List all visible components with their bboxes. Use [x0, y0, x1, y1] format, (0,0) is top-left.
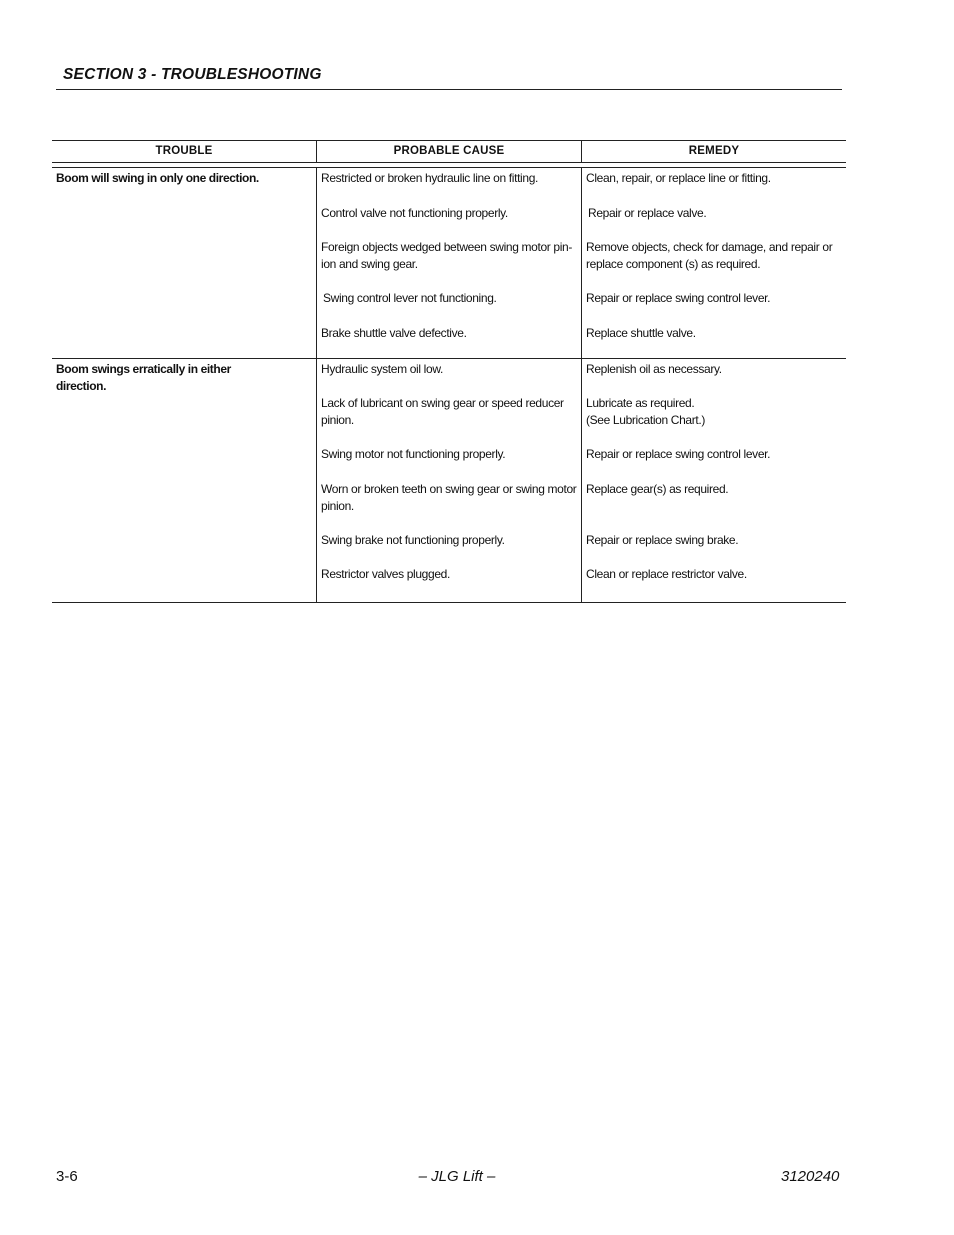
remedy: Remove objects, check for damage, and repair or replace component (s) as required.: [586, 240, 833, 271]
probable-cause: Swing brake not functioning properly.: [321, 533, 505, 547]
probable-cause: Brake shuttle valve defective.: [321, 326, 467, 340]
remedy: Clean, repair, or replace line or fitting.: [586, 171, 771, 185]
column-header-probable-cause: PROBABLE CAUSE: [316, 141, 581, 162]
table-row: [52, 359, 846, 603]
probable-cause: Control valve not functioning properly.: [321, 206, 508, 220]
remedy: Repair or replace valve.: [588, 206, 707, 220]
remedy: Repair or replace swing control lever.: [586, 291, 771, 305]
remedy: Clean or replace restrictor valve.: [586, 567, 747, 581]
probable-cause: Lack of lubricant on swing gear or speed reducer pinion.: [321, 396, 564, 427]
trouble-text: Boom swings erratically in either direction.: [56, 362, 231, 393]
probable-cause: Hydraulic system oil low.: [321, 362, 443, 376]
table-header: [52, 140, 846, 162]
remedy: Lubricate as required. (See Lubrication Chart.): [586, 396, 705, 427]
probable-cause: Restrictor valves plugged.: [321, 567, 450, 581]
column-header-remedy: REMEDY: [581, 141, 846, 162]
page-number: 3-6: [56, 1168, 78, 1185]
troubleshooting-table: [52, 140, 846, 603]
document-number: 3120240: [781, 1168, 840, 1185]
remedy: Repair or replace swing control lever.: [586, 447, 771, 461]
table-row: [52, 168, 846, 359]
probable-cause: Restricted or broken hydraulic line on fitting.: [321, 171, 538, 185]
remedy: Replenish oil as necessary.: [586, 362, 722, 376]
remedy: Replace shuttle valve.: [586, 326, 696, 340]
header-rule: [56, 89, 842, 90]
footer-brand: – JLG Lift –: [418, 1168, 496, 1185]
section-title: SECTION 3 - TROUBLESHOOTING: [63, 66, 322, 83]
column-header-trouble: TROUBLE: [155, 145, 213, 157]
probable-cause: Swing motor not functioning properly.: [321, 447, 506, 461]
trouble-text: Boom will swing in only one direction.: [56, 171, 259, 185]
remedy: Replace gear(s) as required.: [586, 482, 729, 496]
probable-cause: Swing control lever not functioning.: [323, 291, 497, 305]
remedy: Repair or replace swing brake.: [586, 533, 739, 547]
probable-cause: Foreign objects wedged between swing motor pin- ion and swing gear.: [321, 240, 573, 271]
probable-cause: Worn or broken teeth on swing gear or swing motor pinion.: [321, 482, 577, 513]
